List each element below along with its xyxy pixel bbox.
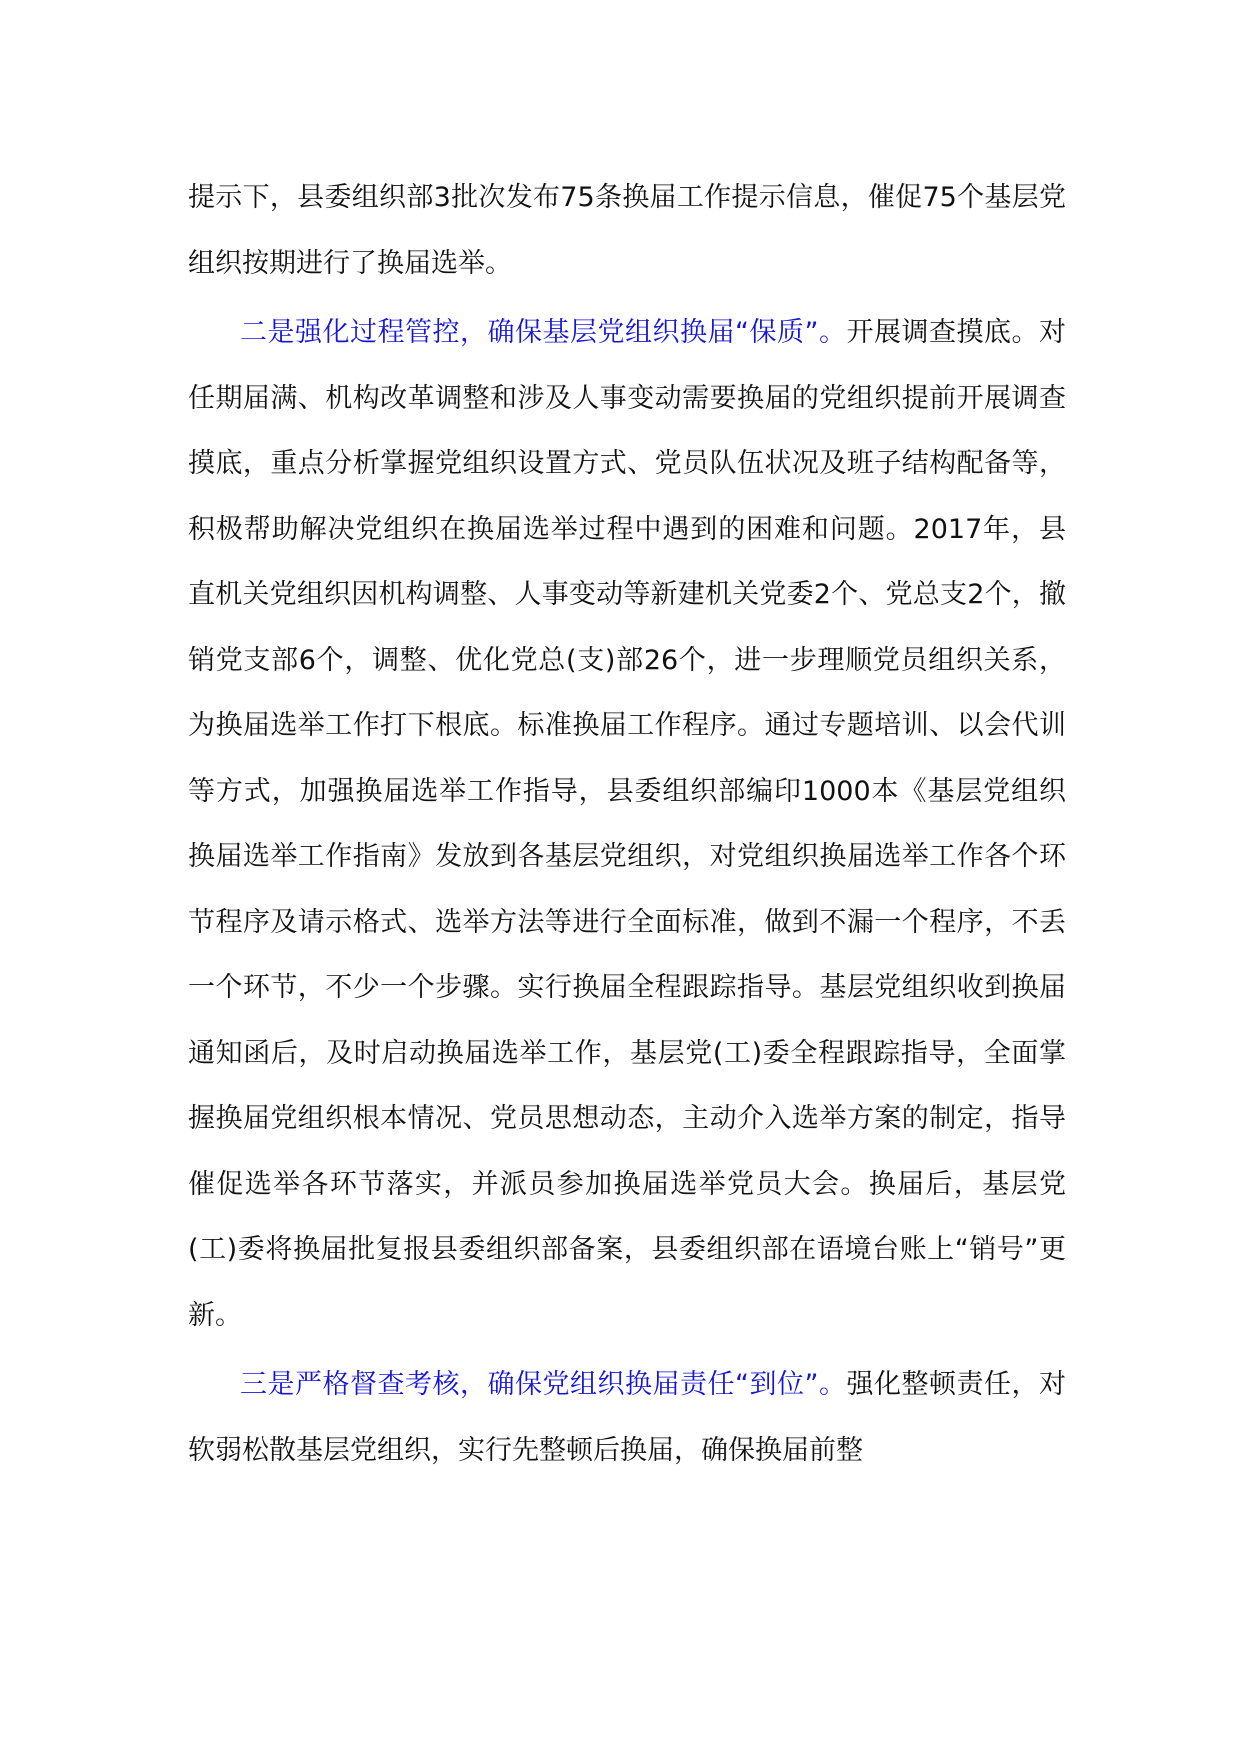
paragraph-2-text: 开展调查摸底。对任期届满、机构改革调整和涉及人事变动需要换届的党组织提前开展调查摸底，重点分析掌握党组织设置方式、党员队伍状况及班子结构配备等，积极帮助解决党组织在换届选举过程中遇到的困难和问题。2017年，县直机关党组织因机构调整、人事变动等新建机关党委2个、党总支2个，撤销党支部6个，调整、优化党总(支)部26个，进一步理顺党员组织关系，为换届选举工作打下根底。标准换届工作程序。通过专题培训、以会代训等方式，加强换届选举工作指导，县委组织部编印1000本《基层党组织换届选举工作指南》发放到各基层党组织，对党组织换届选举工作各个环节程序及请示格式、选举方法等进行全面标准，做到不漏一个程序，不丢一个环节，不少一个步骤。实行换届全程跟踪指导。基层党组织收到换届通知函后，及时启动换届选举工作，基层党(工)委全程跟踪指导，全面掌握换届党组织根本情况、党员思想动态，主动介入选举方案的制定，指导催促选举各环节落实，并派员参加换届选举党员大会。换届后，基层党(工)委将换届批复报县委组织部备案，县委组织部在语境台账上“销号”更新。: [188, 317, 1067, 1331]
paragraph-1-text: 提示下，县委组织部3批次发布75条换届工作提示信息，催促75个基层党组织按期进行了换届选举。: [188, 182, 1066, 279]
paragraph-3-text: 强化整顿责任，对软弱松散基层党组织，实行先整顿后换届，确保换届前整: [188, 1369, 1067, 1466]
paragraph-1: [188, 165, 1066, 296]
document-page: [188, 165, 1066, 1487]
paragraph-3-heading: 三是严格督查考核，确保党组织换届责任“到位”。: [240, 1369, 847, 1400]
paragraph-2-heading: 二是强化过程管控，确保基层党组织换届“保质”。: [240, 317, 847, 348]
paragraph-2: [188, 300, 1066, 1348]
paragraph-3: [188, 1352, 1066, 1483]
